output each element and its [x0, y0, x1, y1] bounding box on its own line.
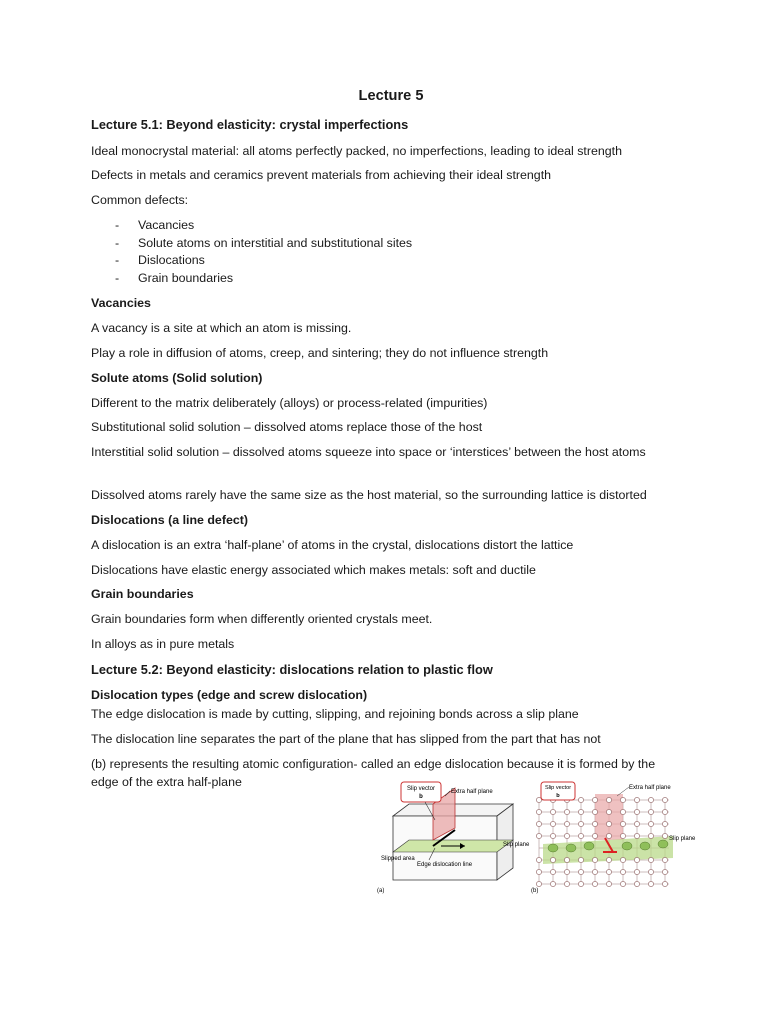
list-item-text: Grain boundaries	[138, 271, 234, 285]
paragraph: Ideal monocrystal material: all atoms perfectly packed, no imperfections, leading to ideal strength	[91, 144, 623, 158]
section-heading-5-1: Lecture 5.1: Beyond elasticity: crystal imperfections	[91, 117, 409, 132]
subheading-grain-boundaries: Grain boundaries	[91, 587, 194, 601]
bullet-dash: -	[115, 236, 120, 250]
bullet-dash: -	[115, 271, 120, 285]
b-label: b	[419, 794, 423, 800]
slip-plane-label: Slip plane	[669, 836, 696, 842]
extra-half-plane-label: Extra half plane	[629, 785, 671, 791]
section-heading-5-2: Lecture 5.2: Beyond elasticity: dislocations relation to plastic flow	[91, 662, 493, 677]
common-defects-label: Common defects:	[91, 193, 189, 207]
list-item	[115, 235, 412, 251]
paragraph: Different to the matrix deliberately (alloys) or process-related (impurities)	[91, 396, 488, 410]
paragraph: (b) represents the resulting atomic configuration- called an edge dislocation because it is formed by the edge of the extra half-plane	[91, 757, 656, 789]
figure-svg	[373, 780, 696, 896]
paragraph: Grain boundaries form when differently oriented crystals meet.	[91, 612, 433, 626]
panel-a-label: (a)	[377, 888, 385, 894]
paragraph: Play a role in diffusion of atoms, creep, and sintering; they do not influence strength	[91, 346, 549, 360]
b-label: b	[556, 793, 560, 799]
paragraph: Dislocations have elastic energy associated which makes metals: soft and ductile	[91, 563, 536, 577]
list-item-text: Dislocations	[138, 253, 205, 267]
paragraph: Defects in metals and ceramics prevent materials from achieving their ideal strength	[91, 168, 552, 182]
extra-half-plane-label: Extra half plane	[451, 789, 493, 795]
list-item	[115, 217, 194, 233]
paragraph: The dislocation line separates the part of the plane that has slipped from the part that has not	[91, 732, 601, 746]
panel-b	[531, 782, 696, 894]
subheading-dislocation-types: Dislocation types (edge and screw dislocation)	[91, 688, 368, 702]
list-item	[115, 270, 233, 286]
page-title: Lecture 5	[358, 88, 424, 104]
slip-vector-label: Slip vector	[406, 786, 436, 792]
paragraph: A vacancy is a site at which an atom is missing.	[91, 321, 352, 335]
bullet-dash: -	[115, 253, 120, 267]
panel-b-label: (b)	[531, 888, 539, 894]
paragraph: Substitutional solid solution – dissolved atoms replace those of the host	[91, 420, 483, 434]
subheading-solute-atoms: Solute atoms (Solid solution)	[91, 371, 263, 385]
paragraph: A dislocation is an extra ‘half-plane’ of atoms in the crystal, dislocations distort the lattice	[91, 538, 574, 552]
edge-dislocation-figure	[373, 780, 696, 896]
bullet-dash: -	[115, 218, 120, 232]
slip-vector-label: Slip vector	[544, 785, 572, 791]
list-item-text: Vacancies	[138, 218, 195, 232]
paragraph: The edge dislocation is made by cutting, slipping, and rejoining bonds across a slip plane	[91, 707, 579, 721]
slip-plane-label: Slip plane	[503, 842, 530, 848]
list-item	[115, 252, 205, 268]
paragraph: Dissolved atoms rarely have the same size as the host material, so the surrounding lattice is distorted	[91, 488, 647, 502]
edge-dislocation-line-label: Edge dislocation line	[417, 862, 473, 868]
subheading-vacancies: Vacancies	[91, 296, 151, 310]
slipped-area-label: Slipped area	[381, 856, 415, 862]
paragraph: In alloys as in pure metals	[91, 637, 235, 651]
subheading-dislocations: Dislocations (a line defect)	[91, 513, 248, 527]
paragraph: Interstitial solid solution – dissolved atoms squeeze into space or ‘interstices’ between the host atoms	[91, 445, 646, 459]
panel-a	[377, 782, 530, 894]
list-item-text: Solute atoms on interstitial and substitutional sites	[138, 236, 413, 250]
